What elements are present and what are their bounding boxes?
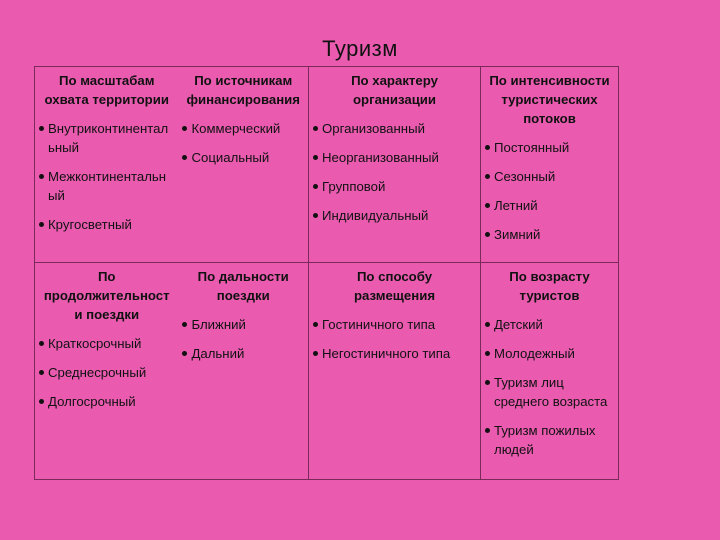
list-item: Детский	[485, 315, 614, 334]
table-cell	[481, 67, 619, 263]
category-header-line: По	[97, 269, 116, 284]
category-item-list	[485, 138, 614, 244]
category-header	[313, 71, 476, 109]
category-item-list	[39, 334, 174, 411]
table-cell	[481, 263, 619, 480]
category-header-line: По интенсивности	[489, 73, 610, 88]
list-item: Социальный	[182, 148, 304, 167]
list-item: Коммерческий	[182, 119, 304, 138]
category-cell	[309, 67, 480, 225]
list-item: Межконтинентальн ый	[39, 167, 174, 205]
list-item: Среднесрочный	[39, 363, 174, 382]
category-header-line: поездки	[216, 288, 270, 303]
list-item: Неорганизованный	[313, 148, 476, 167]
list-item: Кругосветный	[39, 215, 174, 234]
category-cell	[178, 67, 308, 234]
category-header-line: потоков	[523, 111, 576, 126]
table-cell-group	[35, 67, 309, 263]
category-header-line: продолжительност	[43, 288, 170, 303]
category-header-line: охвата территории	[44, 92, 169, 107]
category-header-line: По масштабам	[59, 73, 155, 88]
category-header-line: размещения	[353, 288, 436, 303]
list-item: Групповой	[313, 177, 476, 196]
list-item: Краткосрочный	[39, 334, 174, 353]
list-item: Туризм пожилых людей	[485, 421, 614, 459]
list-item: Молодежный	[485, 344, 614, 363]
category-header	[182, 267, 304, 305]
category-cell	[35, 67, 178, 234]
category-header	[485, 267, 614, 305]
list-item: Сезонный	[485, 167, 614, 186]
table-row	[35, 263, 619, 480]
list-item: Зимний	[485, 225, 614, 244]
table-cell	[309, 67, 481, 263]
category-header-line: По характеру	[351, 73, 438, 88]
list-item: Дальний	[182, 344, 304, 363]
list-item: Внутриконтинентал ьный	[39, 119, 174, 157]
category-cell	[309, 263, 480, 363]
category-header	[39, 71, 174, 109]
list-item: Долгосрочный	[39, 392, 174, 411]
list-item: Ближний	[182, 315, 304, 334]
category-cell	[481, 263, 618, 459]
category-cell	[481, 67, 618, 244]
category-item-list	[182, 315, 304, 363]
tourism-classification-table	[34, 66, 619, 480]
table-cell	[309, 263, 481, 480]
list-item: Гостиничного типа	[313, 315, 476, 334]
table-cell-group	[35, 263, 309, 480]
category-header-line: По способу	[356, 269, 433, 284]
category-item-list	[313, 119, 476, 225]
page-title: Туризм	[322, 36, 398, 61]
category-header	[313, 267, 476, 305]
category-item-list	[39, 119, 174, 234]
category-header	[182, 71, 304, 109]
category-header-line: По дальности	[197, 269, 289, 284]
category-header-line: По источникам	[194, 73, 293, 88]
category-header-line: По возрасту	[509, 269, 590, 284]
category-item-list	[182, 119, 304, 167]
list-item: Туризм лиц среднего возраста	[485, 373, 614, 411]
category-header-line: туристических	[501, 92, 598, 107]
category-cell	[178, 263, 308, 411]
list-item: Постоянный	[485, 138, 614, 157]
category-header-line: организации	[352, 92, 437, 107]
category-header	[39, 267, 174, 324]
category-header-line: туристов	[519, 288, 580, 303]
category-header	[485, 71, 614, 128]
list-item: Негостиничного типа	[313, 344, 476, 363]
category-header-line: и поездки	[74, 307, 140, 322]
category-cell	[35, 263, 178, 411]
category-item-list	[313, 315, 476, 363]
table-row	[35, 67, 619, 263]
list-item: Летний	[485, 196, 614, 215]
list-item: Организованный	[313, 119, 476, 138]
list-item: Индивидуальный	[313, 206, 476, 225]
category-header-line: финансирования	[186, 92, 300, 107]
category-item-list	[485, 315, 614, 459]
